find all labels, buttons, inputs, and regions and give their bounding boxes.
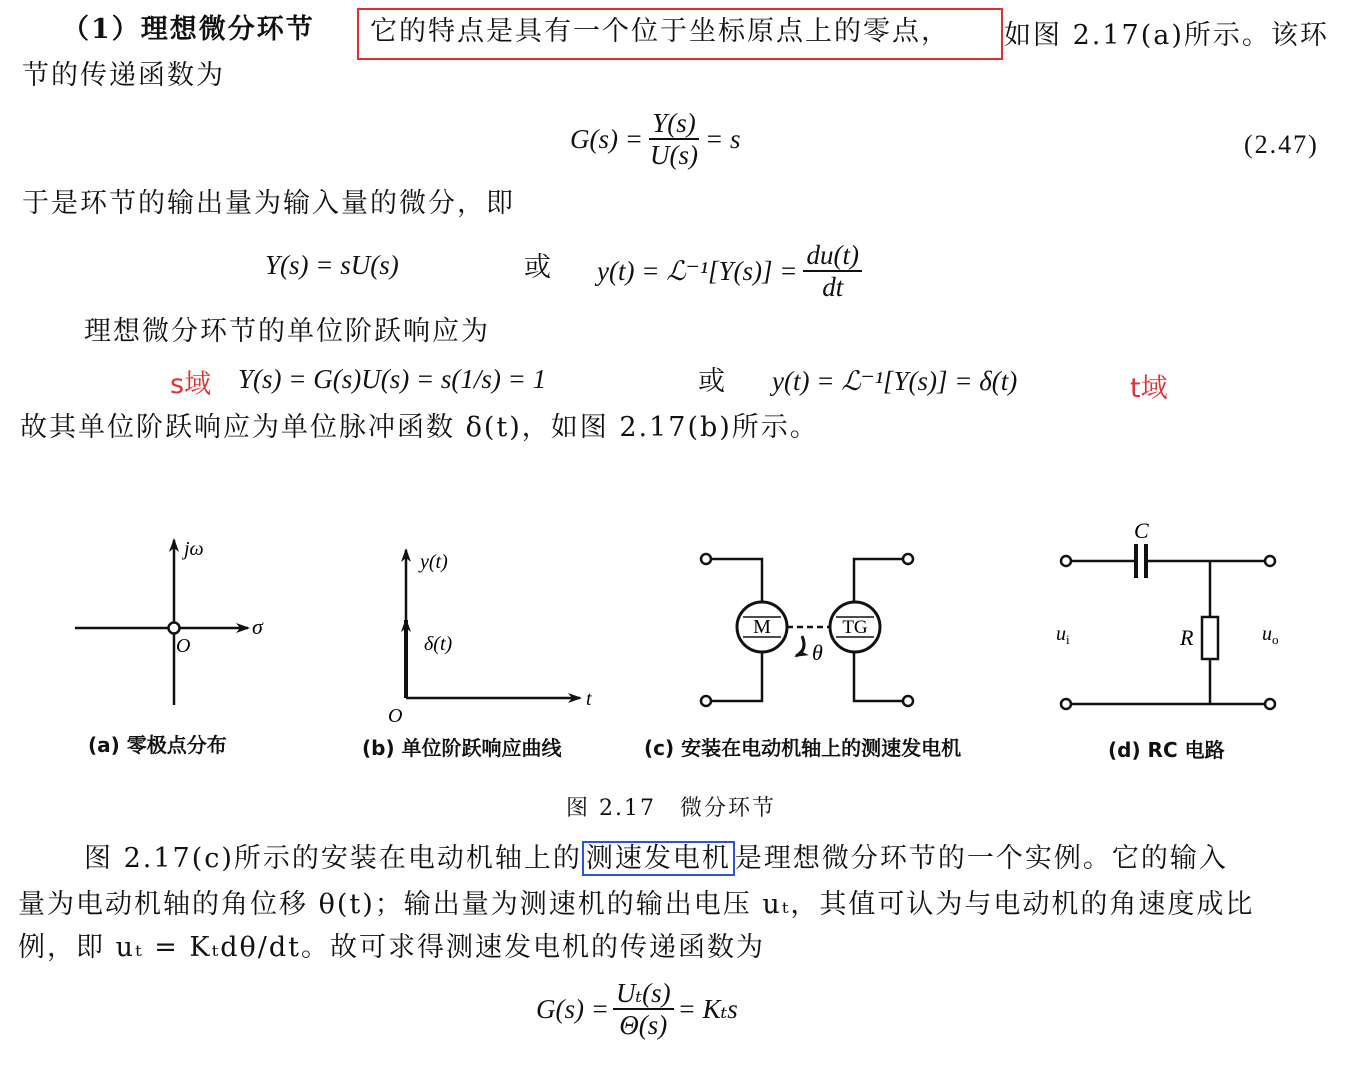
equation-last [536,978,738,1040]
a-axis-y-label: jω [184,538,204,560]
eq247-num: Y(s) [649,108,699,140]
eq2-den: dt [822,272,844,302]
para4-text: 故其单位阶跃响应为单位脉冲函数 δ(t)，如图 2.17(b)所示。 [20,412,819,443]
c-angle-label: θ [812,640,823,665]
c-motor-label: M [753,616,771,638]
b-impulse-label: δ(t) [424,633,453,655]
eq3-right: y(t) = ℒ⁻¹[Y(s)] = δ(t) [772,366,1018,396]
section-heading [62,12,315,48]
c-generator-label: TG [842,617,868,638]
para5-line2: 量为电动机轴的角位移 θ(t)；输出量为测速机的输出电压 uₜ，其值可认为与电动机的角速度成比 [18,889,1255,920]
eq2-right [597,240,862,302]
figure-title: 图 2.17 微分环节 [566,796,776,821]
c-rotation-arrow [796,636,804,656]
eq2-or: 或 [524,252,553,283]
eqlast-rhs: = Kₜs [677,993,738,1024]
c-terminal-right-top [903,554,913,564]
d-input-label: $u_i$ [1056,623,1070,647]
para5-line1-pre: 图 2.17(c)所示的安装在电动机轴上的 [84,843,582,874]
highlight-text: 它的特点是具有一个位于坐标原点上的零点， [370,16,950,47]
d-terminal-in-bottom [1061,699,1071,709]
a-origin-label: O [176,635,191,657]
eq247-rhs: = s [704,123,741,154]
eq3-or: 或 [698,366,727,397]
equation-number: (2.47) [1244,130,1319,159]
d-terminal-out-bottom [1265,699,1275,709]
line2-text: 节的传递函数为 [22,60,225,91]
caption-c: (c) 安装在电动机轴上的测速发电机 [644,736,962,760]
d-resistor [1202,617,1218,659]
eqlast-num: Uₜ(s) [613,978,674,1010]
eq2-left: Y(s) = sU(s) [265,250,399,280]
caption-b: (b) 单位阶跃响应曲线 [362,736,562,760]
eq247-den: U(s) [649,140,698,170]
para5-line3: 例，即 uₜ = Kₜdθ/dt。故可求得测速发电机的传递函数为 [18,932,766,963]
eq2-num: du(t) [803,240,861,272]
para5-line1 [84,841,1228,877]
d-terminal-out-top [1265,556,1275,566]
line1-rest: 如图 2.17(a)所示。该环 [1004,20,1329,51]
c-terminal-right-bottom [903,696,913,706]
eq2-fraction [803,240,861,302]
b-axis-y-label: y(t) [420,551,448,573]
para3-text: 理想微分环节的单位阶跃响应为 [84,316,490,347]
c-terminal-left-bottom [701,696,711,706]
para2-text: 于是环节的输出量为输入量的微分，即 [22,188,515,219]
b-axis-x-label: t [586,688,592,710]
b-origin-label: O [388,705,403,727]
c-terminal-left-top [701,554,711,564]
d-cap-label: C [1134,518,1149,543]
a-zero-marker [169,623,180,634]
para5-line1-post: 是理想微分环节的一个实例。它的输入 [734,843,1228,874]
eq2-right-expr: y(t) = ℒ⁻¹[Y(s)] = [597,255,798,286]
caption-a: (a) 零极点分布 [88,733,227,757]
eq3-left: Y(s) = G(s)U(s) = s(1/s) = 1 [238,364,547,394]
caption-d: (d) RC 电路 [1108,738,1225,762]
eq247-lhs: G(s) = [570,123,643,154]
equation-2-47 [570,108,740,170]
d-output-label: $u_o$ [1262,623,1279,647]
a-axis-x-label: σ [252,614,263,639]
section-label: （1）理想微分环节 [62,14,315,45]
d-terminal-in-top [1061,556,1071,566]
t-domain-note: t域 [1130,373,1168,404]
s-domain-note: s域 [170,369,212,400]
subfigure-c-tachogenerator [701,554,913,706]
d-res-label: R [1180,625,1194,650]
subfigure-b-step-response [388,550,592,727]
blue-highlight: 测速发电机 [582,841,735,876]
subfigure-a-pole-zero [75,538,264,705]
eqlast-lhs: G(s) = [536,993,609,1024]
eq247-fraction [647,108,701,170]
eqlast-fraction [613,978,674,1040]
subfigure-d-rc-circuit [1056,518,1279,709]
eqlast-den: Θ(s) [619,1010,668,1040]
